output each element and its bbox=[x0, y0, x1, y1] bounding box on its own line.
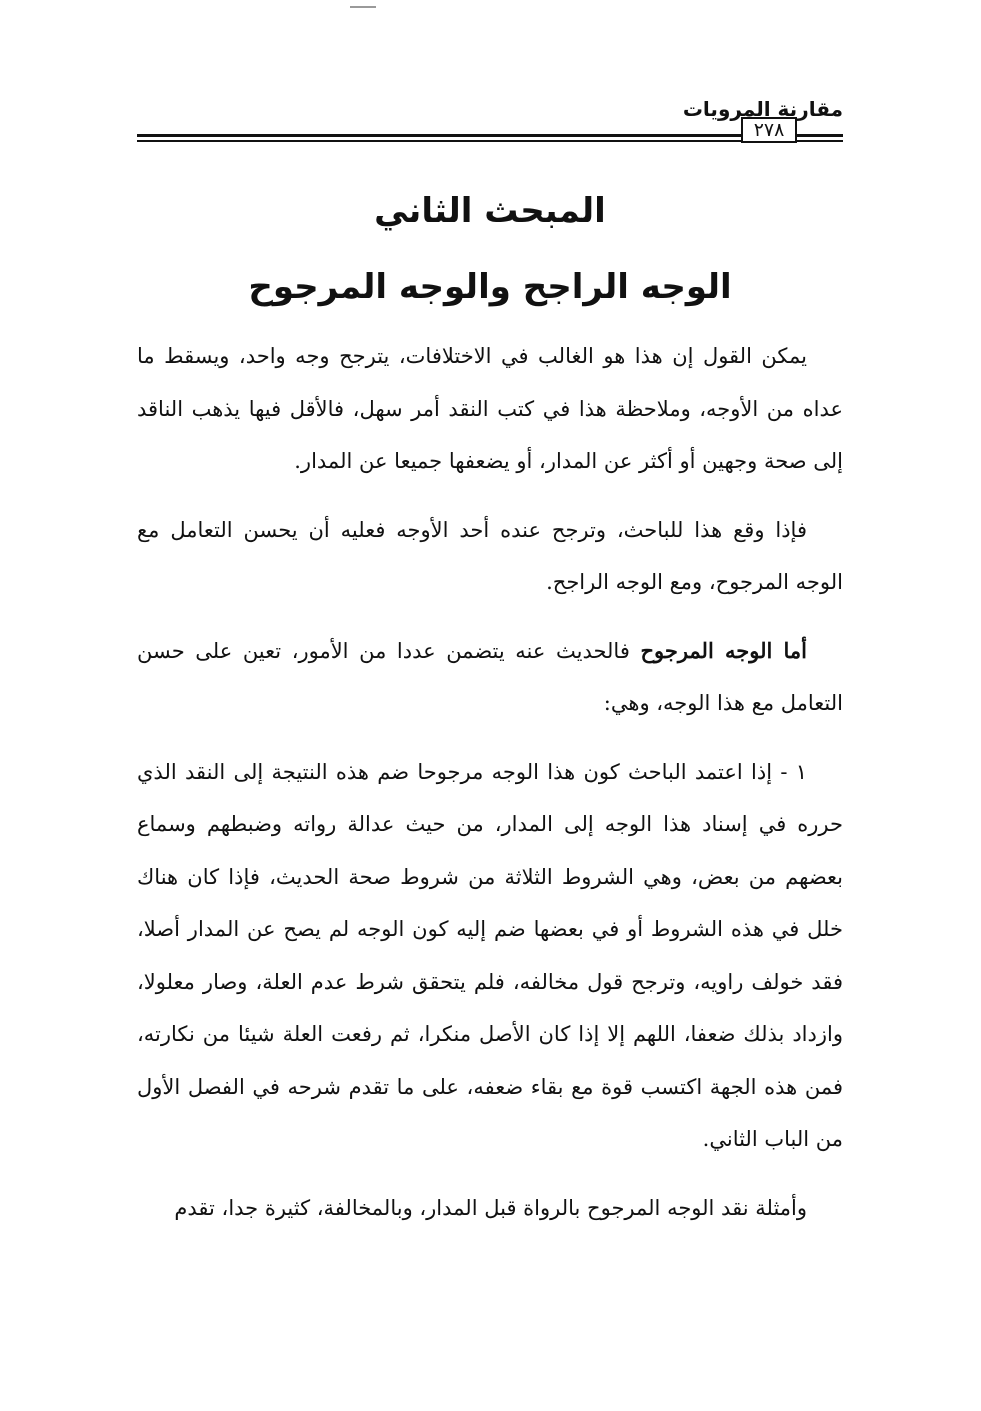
page-number: ٢٧٨ bbox=[741, 117, 797, 143]
running-title: مقارنة المرويات bbox=[682, 97, 843, 121]
paragraph-1: يمكن القول إن هذا هو الغالب في الاختلافات، يترجح وجه واحد، ويسقط ما عداه من الأوجه، وملاحظة هذا في كتب النقد أمر سهل، فالأقل فيها يذهب الناقد إلى صحة وجهين أو أكثر عن المدار، أو يضعفها جميعا عن المدار. bbox=[137, 344, 843, 473]
header-rule-right-thick bbox=[797, 134, 843, 137]
section-heading: المبحث الثاني bbox=[374, 191, 606, 231]
header-rule-right-thin bbox=[797, 140, 843, 142]
top-scan-mark bbox=[350, 6, 376, 8]
paragraph-3-text: فالحديث عنه يتضمن عددا من الأمور، تعين على حسن التعامل مع هذا الوجه، وهي: bbox=[137, 638, 843, 715]
paragraph-3 bbox=[137, 625, 843, 730]
header-rule-thick bbox=[137, 134, 741, 137]
header-rule-thin bbox=[137, 140, 741, 142]
page-header bbox=[137, 95, 843, 155]
paragraph-5: وأمثلة نقد الوجه المرجوح بالرواة قبل المدار، وبالمخالفة، كثيرة جدا، تقدم bbox=[174, 1195, 807, 1220]
paragraph-4: ١ - إذا اعتمد الباحث كون هذا الوجه مرجوحا ضم هذه النتيجة إلى النقد الذي حرره في إسناد هذا الوجه إلى المدار، من حيث عدالة رواته وضبطهم وسماع بعضهم من بعض، وهي الشروط الثلاثة من شروط صحة الحديث، فإذا كان هناك خلل في هذه الشروط أو في بعضها ضم إليه كون الوجه لم يصح عن المدار أصلا، فقد خولف راويه، وترجح قول مخالفه، فلم يتحقق شرط عدم العلة، وصار معلولا، وازداد بذلك ضعفا، اللهم إلا إذا كان الأصل منكرا، ثم رفعت العلة شيئا من نكارته، فمن هذه الجهة اكتسب قوة مع بقاء ضعفه، على ما تقدم شرحه في الفصل الأول من الباب الثاني. bbox=[137, 759, 843, 1151]
paragraph-2: فإذا وقع هذا للباحث، وترجح عنده أحد الأوجه فعليه أن يحسن التعامل مع الوجه المرجوح، ومع الوجه الراجح. bbox=[137, 517, 843, 594]
paragraph-3-lead: أما الوجه المرجوح bbox=[640, 637, 807, 663]
body-text bbox=[137, 330, 843, 1248]
section-title: الوجه الراجح والوجه المرجوح bbox=[248, 267, 732, 307]
